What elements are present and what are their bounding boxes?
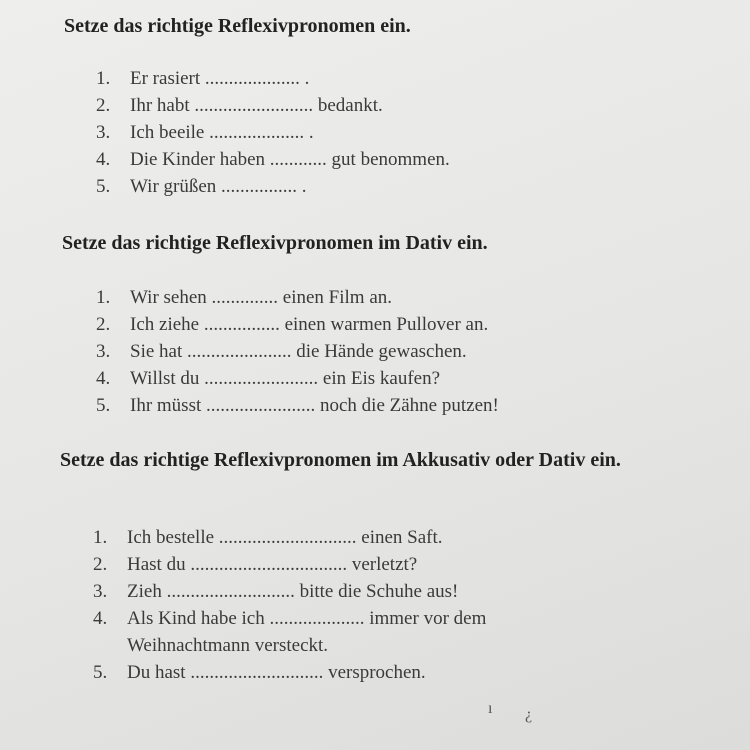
list-item: 3. Zieh ........................... bitte die Schuhe aus!: [93, 581, 459, 602]
section-1-list: [96, 65, 450, 200]
section-3-heading: Setze das richtige Reflexivpronomen im Akkusativ oder Dativ ein.: [60, 449, 621, 471]
list-item: 2. Ich ziehe ................ einen warmen Pullover an.: [96, 314, 489, 335]
pencil-mark: ¿: [525, 706, 533, 723]
list-item: 2. Ihr habt ......................... bedankt.: [96, 95, 383, 116]
list-item: 5. Wir grüßen ................ .: [96, 176, 307, 197]
list-item: 4. Als Kind habe ich .................... immer vor dem Weihnachtmann versteckt.: [93, 605, 486, 659]
list-item: 1. Er rasiert .................... .: [96, 68, 310, 89]
list-item-continuation: Weihnachtmann versteckt.: [127, 635, 329, 656]
list-item: 2. Hast du ................................. verletzt?: [93, 554, 418, 575]
section-2-list: [96, 284, 499, 419]
list-item: 1. Ich bestelle ............................. einen Saft.: [93, 527, 443, 548]
section-1-heading: Setze das richtige Reflexivpronomen ein.: [64, 15, 411, 37]
list-item: 4. Willst du ........................ ein Eis kaufen?: [96, 368, 441, 389]
list-item: 3. Sie hat ...................... die Hände gewaschen.: [96, 341, 467, 362]
list-item: 4. Die Kinder haben ............ gut benommen.: [96, 149, 450, 170]
pencil-mark: ı: [488, 700, 493, 717]
list-item: 3. Ich beeile .................... .: [96, 122, 314, 143]
list-item: 5. Du hast ............................ versprochen.: [93, 662, 426, 683]
section-2-heading: Setze das richtige Reflexivpronomen im Dativ ein.: [62, 232, 488, 254]
list-item: 1. Wir sehen .............. einen Film an.: [96, 287, 393, 308]
section-3-list: [93, 524, 486, 686]
list-item: 5. Ihr müsst ....................... noch die Zähne putzen!: [96, 395, 499, 416]
